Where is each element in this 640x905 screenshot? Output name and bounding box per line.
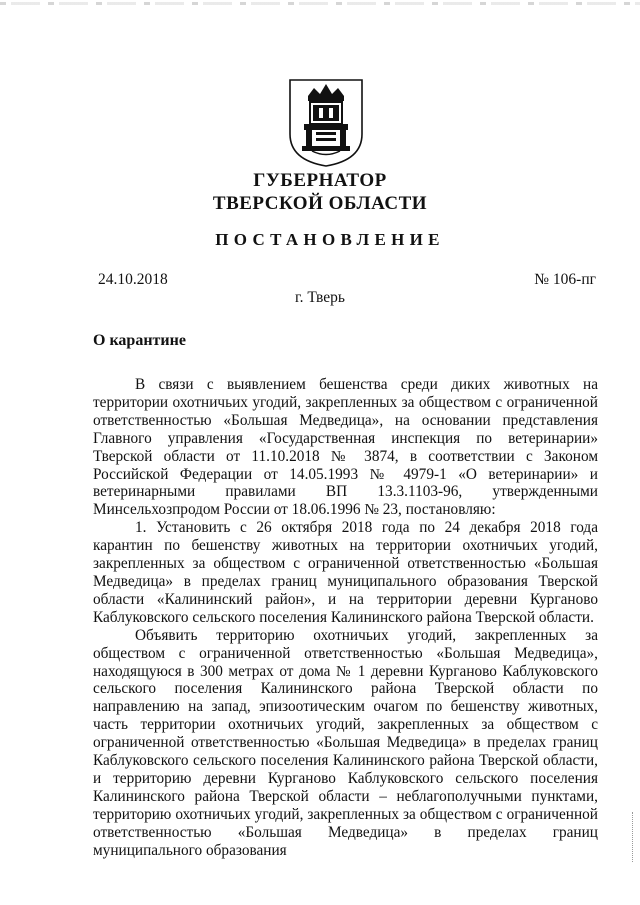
issuer-title-line1: ГУБЕРНАТОР [253, 170, 387, 191]
document-date: 24.10.2018 [98, 271, 168, 288]
document-city: г. Тверь [295, 289, 345, 306]
document-body [93, 376, 598, 859]
scan-margin-mark [632, 812, 637, 862]
document-type: ПОСТАНОВЛЕНИЕ [215, 230, 445, 249]
body-paragraph-declaration: Объявить территорию охотничьих угодий, закрепленных за обществом с ограниченной ответственностью «Большая Медведица», находящуюся в 300 метрах от дома № 1 деревни Курганово Каблуковского сельского поселения Калининского района Тверской области по направлению на запад, эпизоотическим очагом по бешенству животных, часть территории охотничьих угодий, закрепленных за обществом с ограниченной ответственностью «Большая Медведица» в пределах границ Каблуковского сельского поселения Калининского района Тверской области, и территорию деревни Курганово Каблуковского сельского поселения Калининского района Тверской области – неблагополучными пунктами, территорию охотничьих угодий, закрепленных за обществом с ограниченной ответственностью «Большая Медведица» в пределах границ муниципального образования [93, 626, 598, 859]
issuer-title-line2: ТВЕРСКОЙ ОБЛАСТИ [212, 193, 428, 214]
body-paragraph-item-1: 1. Установить с 26 октября 2018 года по 24 декабря 2018 года карантин по бешенству животных на территории охотничьих угодий, закрепленных за обществом с ограниченной ответственностью «Большая Медведица» в пределах границ муниципального образования Тверской области «Калининский район», и на территории деревни Курганово Каблуковского сельского поселения Калининского района Тверской области. [93, 519, 598, 626]
document-subject: О карантине [93, 332, 186, 349]
body-paragraph-preamble: В связи с выявлением бешенства среди диких животных на территории охотничьих угодий, закрепленных за обществом с ограниченной ответственностью «Большая Медведица», на основании представления Главного управления «Государственная инспекция по ветеринарии» Тверской области от 11.10.2018 № 3874, в соответствии с Законом Российской Федерации от 14.05.1993 № 4979-1 «О ветеринарии» и ветеринарными правилами ВП 13.3.1103-96, утвержденными Минсельхозпродом России от 18.06.1996 № 23, постановляю: [93, 376, 598, 519]
scan-artifact [0, 2, 640, 5]
document-number: № 106-пг [534, 271, 596, 288]
tver-coat-of-arms-icon [286, 76, 366, 168]
